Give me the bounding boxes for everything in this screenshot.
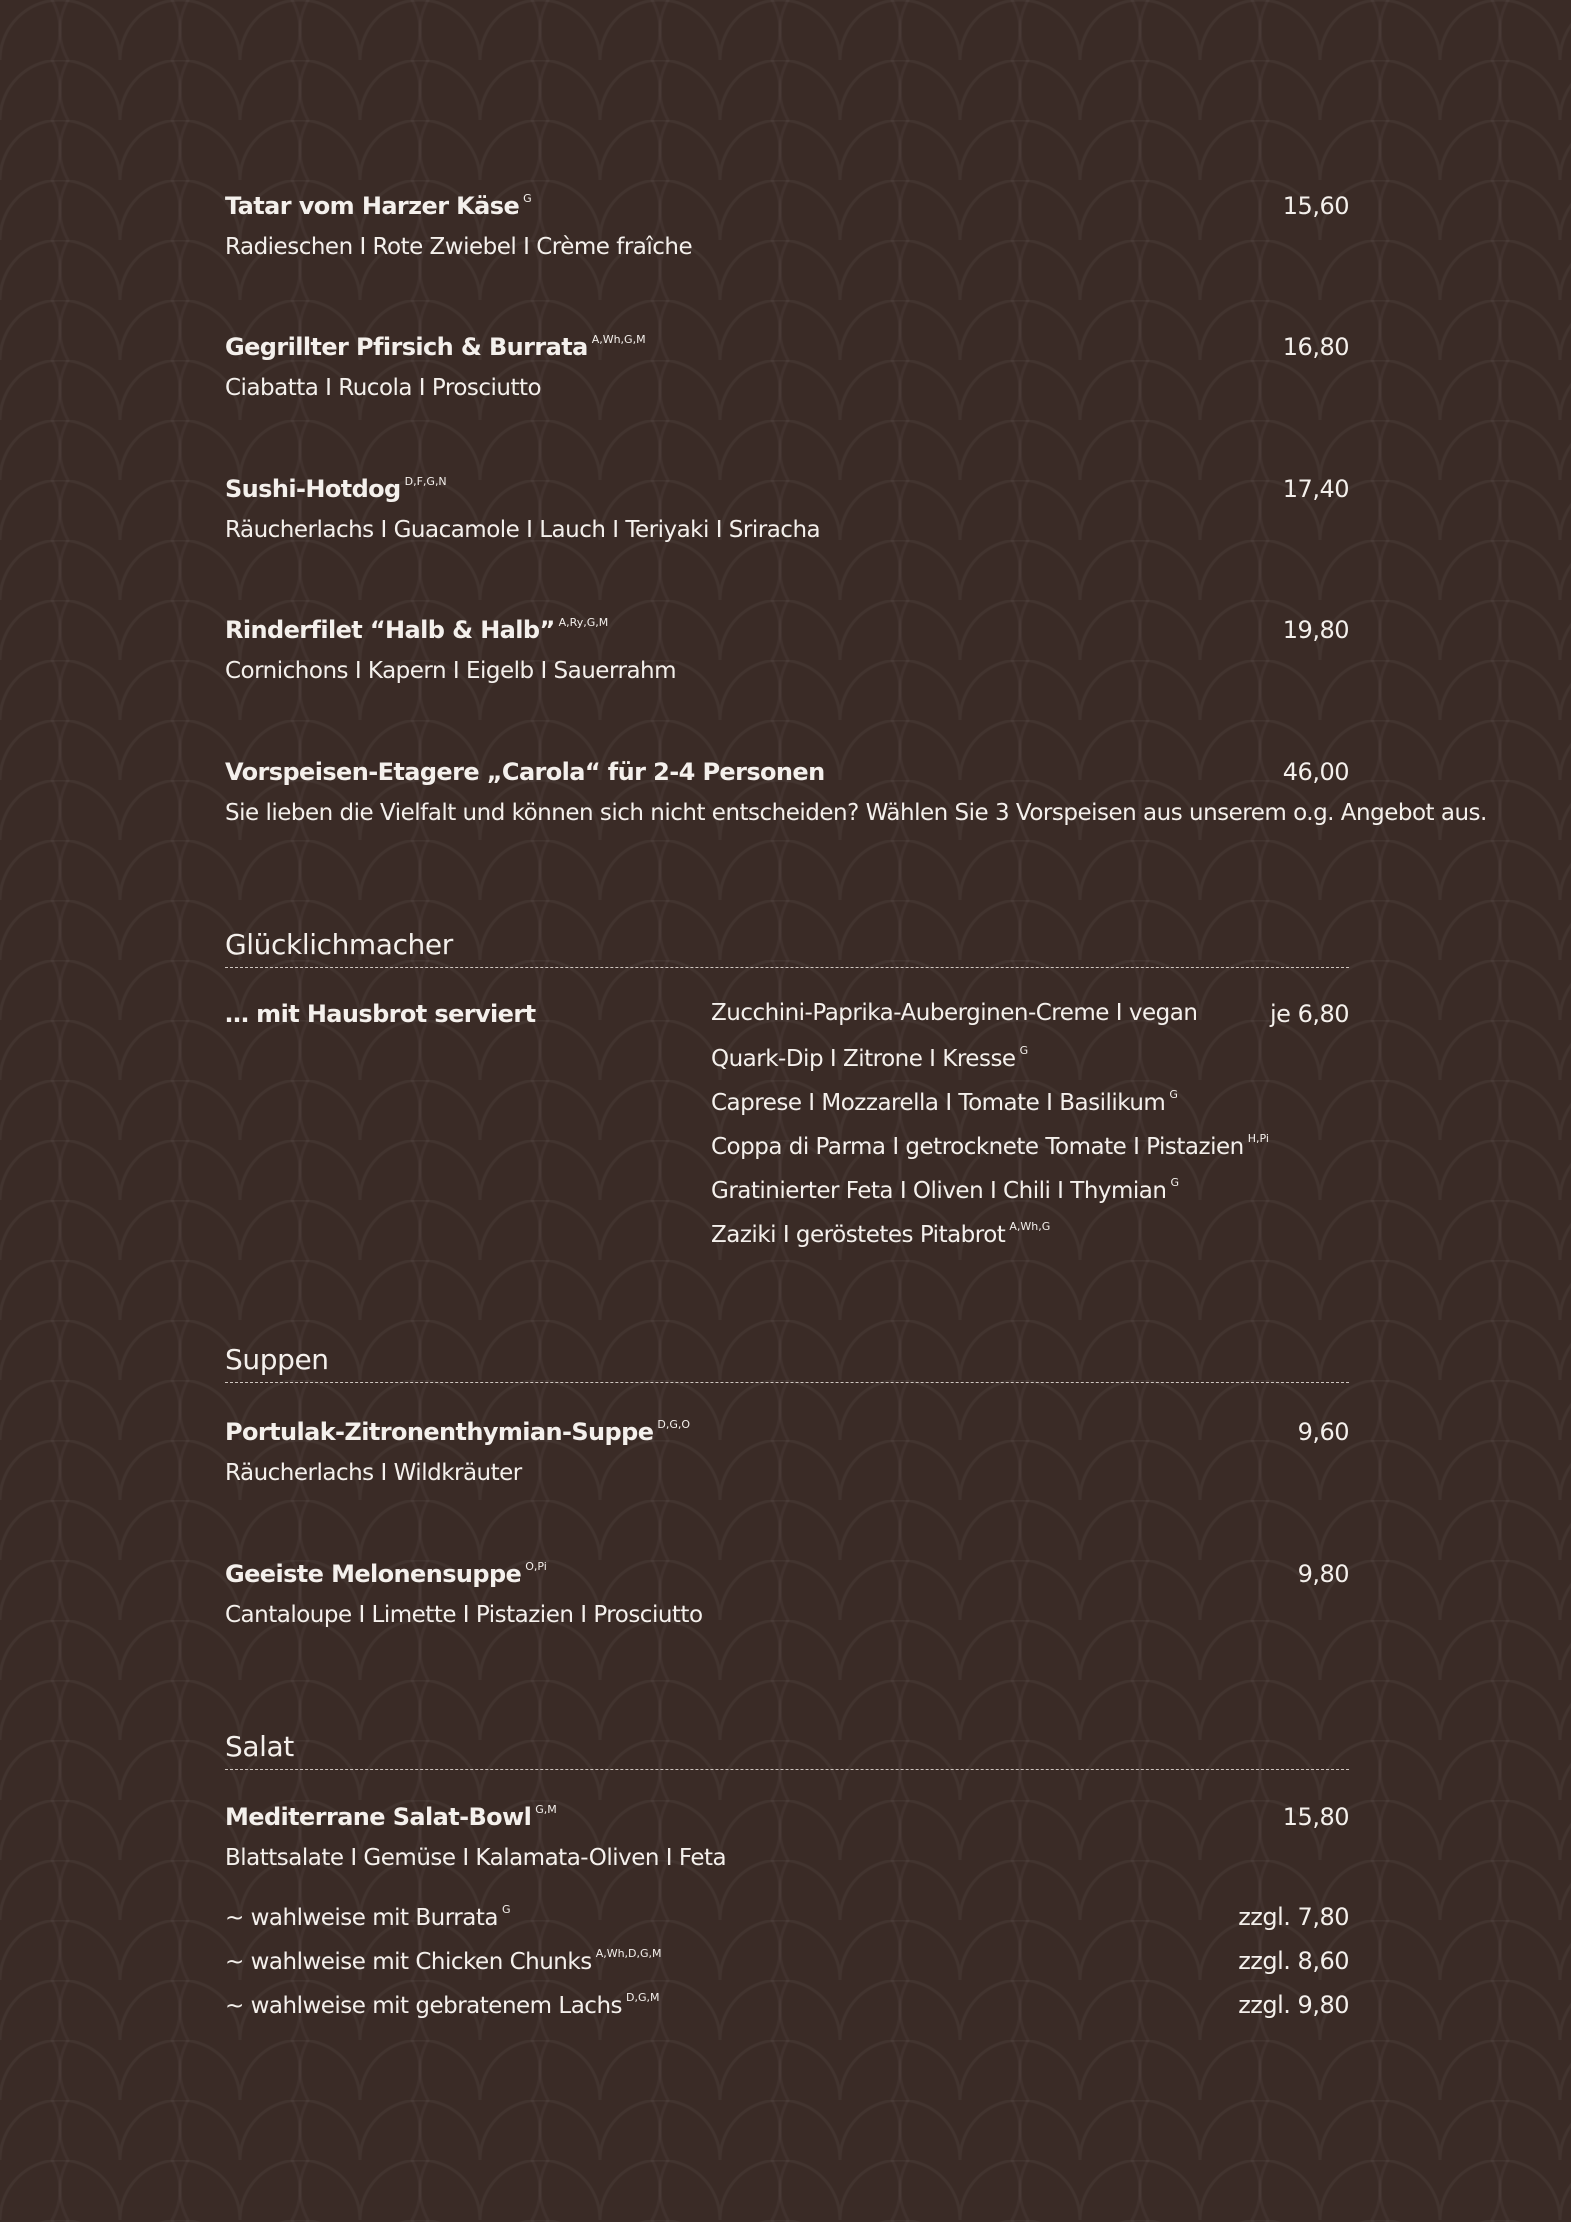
dip-item: Gratinierter Feta I Oliven I Chili I Thymian $^G$ (711, 1176, 1180, 1204)
dish-description: Sie lieben die Vielfalt und können sich nicht entscheiden? Wählen Sie 3 Vorspeisen aus unserem o.g. Angebot aus. (225, 800, 1487, 826)
section-gluecklichmacher (225, 928, 1349, 968)
allergen-codes: G (1019, 1044, 1029, 1057)
dish-description: Cornichons I Kapern I Eigelb I Sauerrahm (225, 658, 677, 684)
allergen-codes: O,Pi (525, 1560, 547, 1573)
salat-addon: ~ wahlweise mit Chicken Chunks $^{A,Wh,D,G,M}$ zzgl. 8,60 (225, 1947, 1349, 1975)
dish-price: 15,80 (1282, 1803, 1349, 1831)
menu-item-rinderfilet (225, 616, 1349, 684)
salat-addon: ~ wahlweise mit Burrata $^G$ zzgl. 7,80 (225, 1903, 1349, 1931)
allergen-codes: A,Ry,G,M (558, 616, 609, 629)
allergen-codes: D,G,M (626, 1991, 660, 2004)
dip-list (711, 1000, 1349, 1264)
allergen-codes: A,Wh,G (1009, 1220, 1051, 1233)
allergen-codes: D,F,G,N (404, 475, 447, 488)
dish-description: Räucherlachs I Wildkräuter (225, 1460, 522, 1486)
allergen-codes: G (501, 1903, 511, 1916)
menu-item-salat-bowl (225, 1803, 1349, 1871)
dish-price: 9,60 (1297, 1418, 1349, 1446)
section-heading: Glücklichmacher (225, 928, 1349, 968)
menu-item-etagere (225, 758, 1487, 826)
dish-price: 9,80 (1297, 1560, 1349, 1588)
menu-item-pfirsich-burrata (225, 333, 1349, 401)
allergen-codes: D,G,O (657, 1418, 691, 1431)
salat-addon: ~ wahlweise mit gebratenem Lachs $^{D,G,M}$ zzgl. 9,80 (225, 1991, 1349, 2019)
menu-item-portulak-suppe (225, 1418, 1349, 1486)
dish-title: Sushi-Hotdog $^{D,F,G,N}$ (225, 475, 447, 503)
dish-title: Geeiste Melonensuppe $^{O,Pi}$ (225, 1560, 547, 1588)
dish-title: Vorspeisen-Etagere „Carola“ für 2-4 Personen (225, 758, 825, 786)
allergen-codes: G (1170, 1176, 1180, 1189)
section-heading: Salat (225, 1730, 1349, 1770)
addon-price: zzgl. 9,80 (1238, 1991, 1349, 2019)
dip-item: Caprese I Mozzarella I Tomate I Basilikum $^G$ (711, 1088, 1178, 1116)
addon-price: zzgl. 7,80 (1238, 1903, 1349, 1931)
dip-item: Coppa di Parma I getrocknete Tomate I Pistazien $^{H,Pi}$ (711, 1132, 1269, 1160)
dish-price: 17,40 (1282, 475, 1349, 503)
dish-title: Rinderfilet “Halb & Halb” $^{A,Ry,G,M}$ (225, 616, 609, 644)
dish-description: Cantaloupe I Limette I Pistazien I Prosciutto (225, 1602, 703, 1628)
dish-description: Ciabatta I Rucola I Prosciutto (225, 375, 542, 401)
allergen-codes: H,Pi (1247, 1132, 1269, 1145)
section-heading: Suppen (225, 1343, 1349, 1383)
dish-price: 16,80 (1282, 333, 1349, 361)
dish-description: Radieschen I Rote Zwiebel I Crème fraîche (225, 234, 693, 260)
dip-item: Quark-Dip I Zitrone I Kresse $^G$ (711, 1044, 1029, 1072)
dip-price: je 6,80 (1270, 1000, 1349, 1028)
dish-title: Portulak-Zitronenthymian-Suppe $^{D,G,O}$ (225, 1418, 691, 1446)
allergen-codes: G,M (535, 1803, 557, 1816)
addon-price: zzgl. 8,60 (1238, 1947, 1349, 1975)
dish-price: 46,00 (1282, 758, 1349, 786)
dip-item: Zucchini-Paprika-Auberginen-Creme I vegan (711, 1000, 1198, 1026)
dish-title: Gegrillter Pfirsich & Burrata $^{A,Wh,G,M}$ (225, 333, 646, 361)
menu-item-sushi-hotdog (225, 475, 1349, 543)
section-salat (225, 1730, 1349, 1770)
hausbrot-label: … mit Hausbrot serviert (225, 1000, 536, 1028)
menu-item-tatar (225, 192, 1349, 260)
dish-price: 15,60 (1282, 192, 1349, 220)
dish-description: Blattsalate I Gemüse I Kalamata-Oliven I Feta (225, 1845, 727, 1871)
dish-description: Räucherlachs I Guacamole I Lauch I Teriyaki I Sriracha (225, 517, 821, 543)
allergen-codes: A,Wh,D,G,M (595, 1947, 662, 1960)
allergen-codes: A,Wh,G,M (591, 333, 646, 346)
dish-title: Mediterrane Salat-Bowl $^{G,M}$ (225, 1803, 557, 1831)
section-suppen (225, 1343, 1349, 1383)
dip-item: Zaziki I geröstetes Pitabrot $^{A,Wh,G}$ (711, 1220, 1051, 1248)
dish-price: 19,80 (1282, 616, 1349, 644)
dish-title: Tatar vom Harzer Käse $^G$ (225, 192, 532, 220)
menu-item-melonensuppe (225, 1560, 1349, 1628)
allergen-codes: G (523, 192, 532, 205)
allergen-codes: G (1169, 1088, 1178, 1101)
